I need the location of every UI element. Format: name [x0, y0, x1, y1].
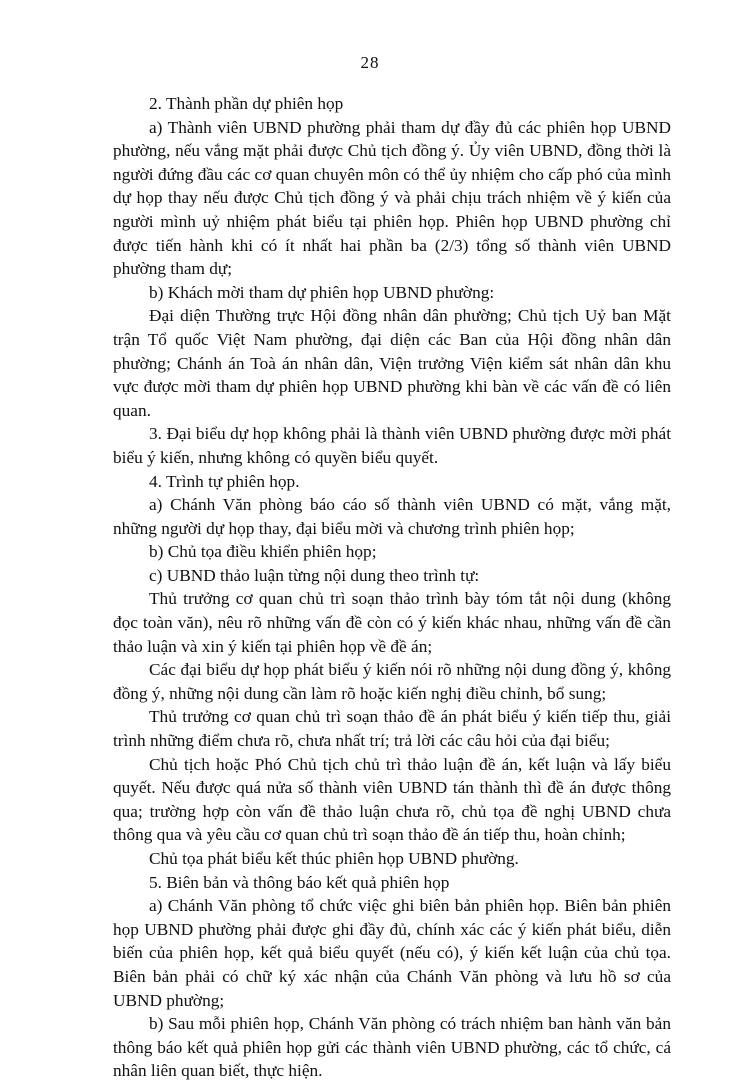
paragraph: c) UBND thảo luận từng nội dung theo trình tự: — [149, 565, 480, 585]
paragraph: Đại diện Thường trực Hội đồng nhân dân phường; Chủ tịch Uỷ ban Mặt trận Tổ quốc Việt Nam phường, đại diện các Ban của Hội đồng nhân dân phường; Chánh án Toà án nhân dân, Viện trưởng Viện kiểm sát nhân dân khu vực được mời tham dự phiên họp UBND phường khi bàn về các vấn đề có liên quan. — [113, 306, 671, 420]
section-heading-minutes: 5. Biên bản và thông báo kết quả phiên họp — [149, 872, 450, 892]
paragraph: 3. Đại biểu dự họp không phải là thành viên UBND phường được mời phát biểu ý kiến, nhưng không có quyền biểu quyết. — [113, 424, 671, 467]
paragraph: a) Chánh Văn phòng báo cáo số thành viên UBND có mặt, vắng mặt, những người dự họp thay, đại biểu mời và chương trình phiên họp; — [113, 495, 671, 538]
paragraph: Thủ trưởng cơ quan chủ trì soạn thảo trình bày tóm tắt nội dung (không đọc toàn văn), nêu rõ những vấn đề còn có ý kiến khác nhau, những vấn đề cần thảo luận và xin ý kiến tại phiên họp về đề án; — [113, 589, 671, 656]
section-heading-participants: 2. Thành phần dự phiên họp — [149, 94, 344, 113]
paragraph: a) Chánh Văn phòng tổ chức việc ghi biên bản phiên họp. Biên bản phiên họp UBND phường phải được ghi đầy đủ, chính xác các ý kiến phát biểu, diễn biến của phiên họp, kết quả biểu quyết (nếu có), ý kiến kết luận của chủ tọa. Biên bản phải có chữ ký xác nhận của Chánh Văn phòng và lưu hồ sơ của UBND phường; — [113, 896, 671, 1010]
page-number: 28 — [360, 53, 380, 72]
paragraph: b) Sau mỗi phiên họp, Chánh Văn phòng có trách nhiệm ban hành văn bản thông báo kết quả phiên họp gửi các thành viên UBND phường, các tổ chức, cá nhân liên quan biết, thực hiện. — [113, 1014, 671, 1081]
paragraph: b) Chủ tọa điều khiển phiên họp; — [149, 542, 377, 562]
paragraph: Chủ tọa phát biểu kết thúc phiên họp UBND phường. — [149, 849, 519, 868]
paragraph: Chủ tịch hoặc Phó Chủ tịch chủ trì thảo luận đề án, kết luận và lấy biểu quyết. Nếu được quá nửa số thành viên UBND tán thành thì đề án được thông qua; trường hợp còn vấn đề thảo luận chưa rõ, chủ tọa đề nghị UBND chưa thông qua và yêu cầu cơ quan chủ trì soạn thảo đề án tiếp thu, hoàn chỉnh; — [113, 754, 671, 845]
paragraph: a) Thành viên UBND phường phải tham dự đầy đủ các phiên họp UBND phường, nếu vắng mặt phải được Chủ tịch đồng ý. Ủy viên UBND, đồng thời là người đứng đầu các cơ quan chuyên môn có thể ủy nhiệm cho cấp phó của mình dự họp thay nếu được Chủ tịch đồng ý và phải chịu trách nhiệm về ý kiến của người mình uỷ nhiệm phát biểu tại phiên họp. Phiên họp UBND phường chỉ được tiến hành khi có ít nhất hai phần ba (2/3) tổng số thành viên UBND phường tham dự; — [113, 117, 671, 279]
section-heading-procedure: 4. Trình tự phiên họp. — [149, 471, 300, 491]
paragraph: Các đại biểu dự họp phát biểu ý kiến nói rõ những nội dung đồng ý, không đồng ý, những nội dung cần làm rõ hoặc kiến nghị điều chỉnh, bổ sung; — [113, 660, 671, 703]
paragraph: Thủ trưởng cơ quan chủ trì soạn thảo đề án phát biểu ý kiến tiếp thu, giải trình những điểm chưa rõ, chưa nhất trí; trả lời các câu hỏi của đại biểu; — [113, 707, 671, 751]
paragraph: b) Khách mời tham dự phiên họp UBND phường: — [149, 282, 495, 302]
document-body — [113, 92, 671, 1083]
